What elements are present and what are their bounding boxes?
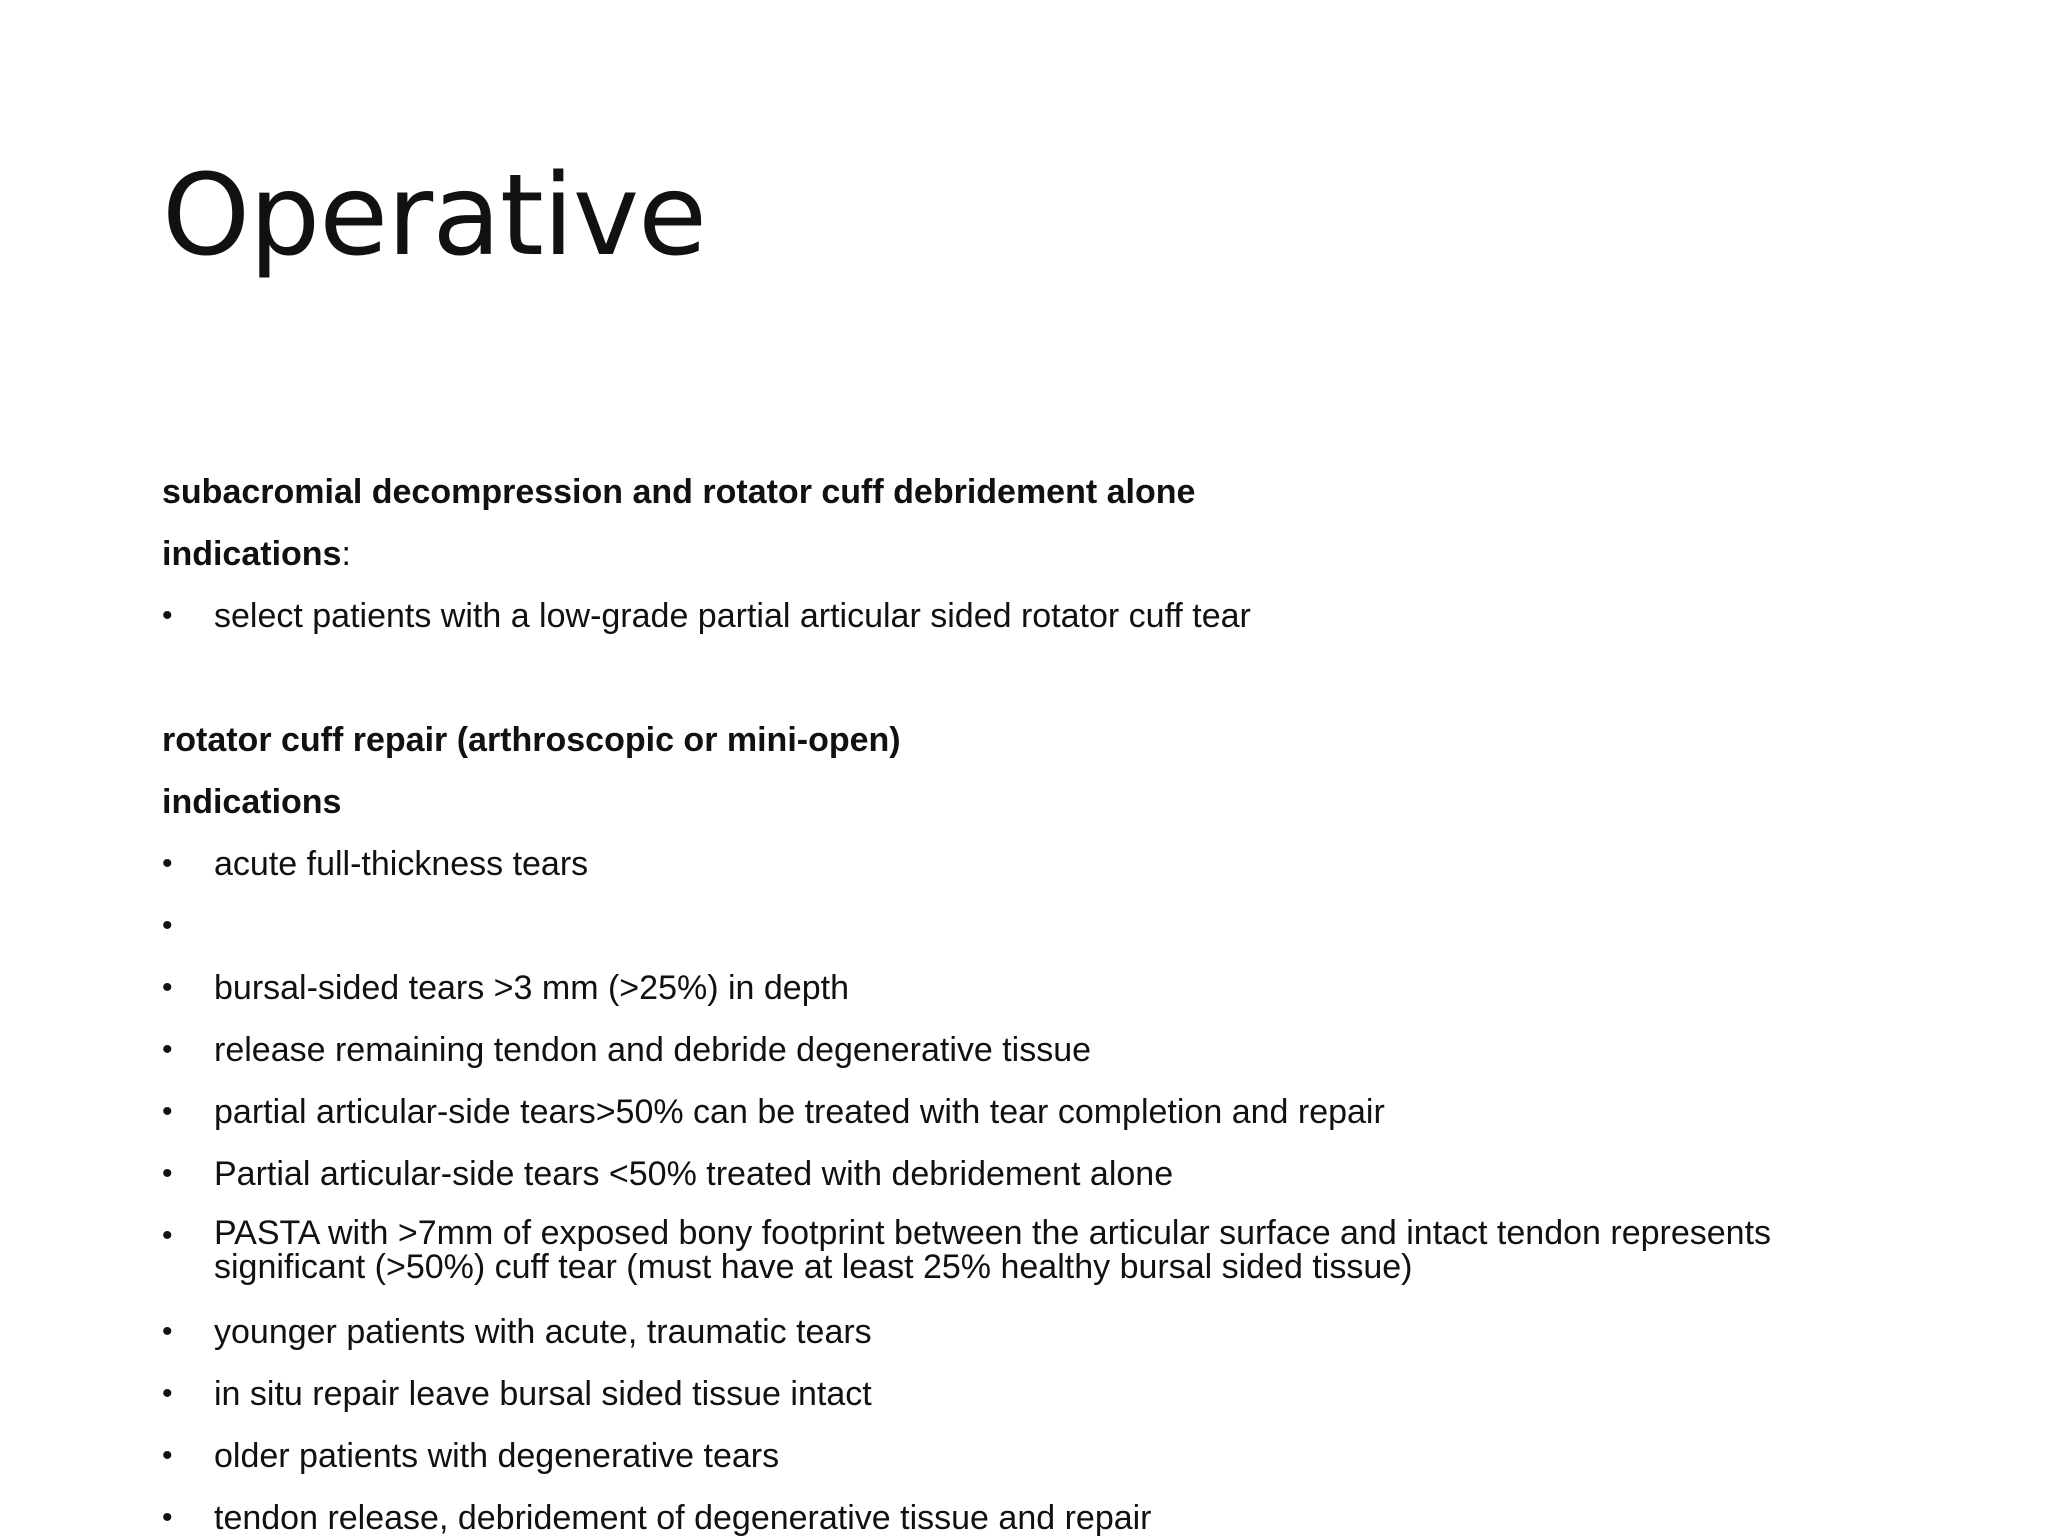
list-item-text: Partial articular-side tears <50% treated with debridement alone (214, 1155, 1174, 1193)
bullet-icon: • (162, 599, 173, 632)
bullet-icon: • (162, 1033, 173, 1066)
list-item-text: in situ repair leave bursal sided tissue intact (214, 1375, 872, 1413)
list-item-text: PASTA with >7mm of exposed bony footprint between the articular surface and intact tendon represents significant (>50%) cuff tear (must have at least 25% healthy bursal sided tissue) (214, 1214, 1772, 1286)
bullet-icon: • (162, 1219, 173, 1252)
bullet-icon: • (162, 1501, 173, 1534)
bullet-icon: • (162, 1095, 173, 1128)
indications-label-text: indications (162, 535, 342, 573)
bullet-icon: • (162, 1377, 173, 1410)
bullet-icon: • (162, 909, 173, 942)
list-item-text: bursal-sided tears >3 mm (>25%) in depth (214, 969, 849, 1007)
list-item-text: release remaining tendon and debride degenerative tissue (214, 1031, 1092, 1069)
bullet-icon: • (162, 847, 173, 880)
bullet-icon: • (162, 1157, 173, 1190)
bullet-icon: • (162, 971, 173, 1004)
list-item-text: older patients with degenerative tears (214, 1437, 780, 1475)
section-heading-subacromial: subacromial decompression and rotator cuff debridement alone (162, 473, 1196, 511)
indications-colon: : (341, 535, 351, 573)
bullet-icon: • (162, 1315, 173, 1348)
bullet-icon: • (162, 1439, 173, 1472)
indications-label-2: indications (162, 783, 342, 821)
indications-label-1 (162, 534, 351, 574)
list-item-text: acute full-thickness tears (214, 845, 589, 883)
section-heading-rotator-cuff-repair: rotator cuff repair (arthroscopic or mini-open) (162, 721, 901, 759)
list-item-text: tendon release, debridement of degenerative tissue and repair (214, 1499, 1152, 1537)
slide-title: Operative (162, 151, 707, 281)
list-item-text: partial articular-side tears>50% can be treated with tear completion and repair (214, 1093, 1385, 1131)
list-item-text: select patients with a low-grade partial articular sided rotator cuff tear (214, 597, 1251, 635)
list-item-text: younger patients with acute, traumatic tears (214, 1313, 872, 1351)
